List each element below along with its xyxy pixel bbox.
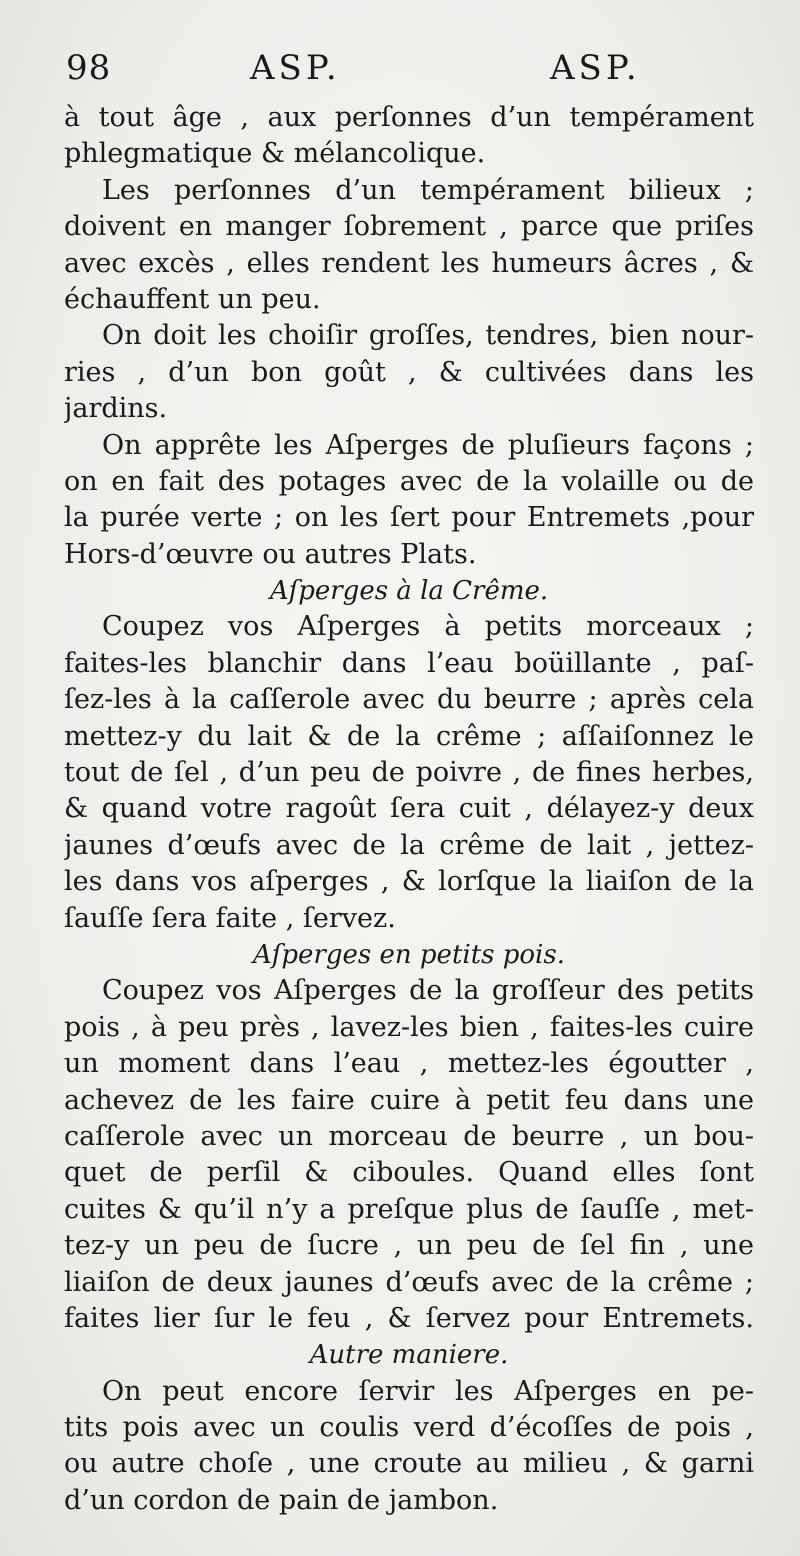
text-line: pois , à peu près , lavez-les bien , faites-les cuire: [64, 1011, 754, 1043]
text-line: faites lier ſur le feu , & ſervez pour Entremets.: [64, 1302, 754, 1334]
recipe-heading: Autre maniere.: [309, 1340, 509, 1371]
recipe-heading: Aſperges à la Crême.: [269, 576, 549, 607]
text-line: d’un cordon de pain de jambon.: [64, 1484, 499, 1516]
text-line: On apprête les Aſperges de pluſieurs façons ;: [102, 429, 754, 461]
text-line: tits pois avec un coulis verd d’écoſſes de pois ,: [64, 1412, 754, 1444]
text-line: caſſerole avec un morceau de beurre , un bou-: [64, 1120, 754, 1152]
text-line: ou autre choſe , une croute au milieu , & garni: [64, 1448, 754, 1480]
text-line: tez-y un peu de ſucre , un peu de ſel fin , une: [64, 1230, 754, 1262]
text-line: ſauſſe ſera faite , ſervez.: [64, 902, 396, 934]
recipe-heading: Aſperges en petits pois.: [253, 939, 565, 970]
text-line: ſez-les à la caſſerole avec du beurre ; après cela: [64, 684, 754, 716]
text-line: mettez-y du lait & de la crême ; aſſaiſonnez le: [64, 720, 754, 752]
text-line: cuites & qu’il n’y a preſque plus de ſauſſe , met-: [64, 1193, 754, 1225]
text-line: quet de perſil & ciboules. Quand elles ſont: [64, 1157, 754, 1189]
text-line: les dans vos aſperges , & lorſque la liaiſon de la: [64, 866, 754, 898]
body-text: [64, 100, 754, 1519]
text-line: phlegmatique & mélancolique.: [64, 138, 486, 170]
text-line: Coupez vos Aſperges de la groſſeur des petits: [102, 975, 754, 1007]
text-line: jardins.: [64, 393, 168, 425]
text-line: Coupez vos Aſperges à petits morceaux ;: [102, 611, 754, 643]
text-line: On doit les choiſir groſſes, tendres, bien nour-: [102, 320, 754, 352]
text-line: tout de ſel , d’un peu de poivre , de fines herbes,: [64, 757, 754, 789]
text-line: On peut encore ſervir les Aſperges en pe-: [102, 1375, 754, 1407]
running-title-right: ASP.: [550, 48, 641, 88]
text-line: on en fait des potages avec de la volaille ou de: [64, 465, 754, 497]
page-header: [60, 48, 760, 98]
running-title-left: ASP.: [250, 48, 341, 88]
text-line: à tout âge , aux perſonnes d’un tempérament: [64, 102, 754, 133]
text-line: Hors-d’œuvre ou autres Plats.: [64, 538, 477, 570]
text-line: & quand votre ragoût ſera cuit , délayez-y deux: [64, 793, 754, 825]
text-line: faites-les blanchir dans l’eau boüillante , paſ-: [64, 647, 754, 679]
text-line: doivent en manger ſobrement , parce que priſes: [64, 211, 754, 243]
text-line: avec excès , elles rendent les humeurs âcres , &: [64, 247, 754, 279]
text-line: liaiſon de deux jaunes d’œufs avec de la crême ;: [64, 1266, 754, 1298]
page-number: 98: [66, 48, 112, 88]
text-line: la purée verte ; on les ſert pour Entremets ,pour: [64, 502, 754, 534]
text-line: Les perſonnes d’un tempérament bilieux ;: [102, 174, 754, 206]
text-line: ries , d’un bon goût , & cultivées dans les: [64, 356, 754, 388]
text-line: achevez de les faire cuire à petit feu dans une: [64, 1084, 754, 1116]
text-line: jaunes d’œufs avec de la crême de lait , jettez-: [64, 829, 754, 861]
text-line: un moment dans l’eau , mettez-les égoutter ,: [64, 1048, 754, 1080]
text-line: échauffent un peu.: [64, 283, 321, 315]
